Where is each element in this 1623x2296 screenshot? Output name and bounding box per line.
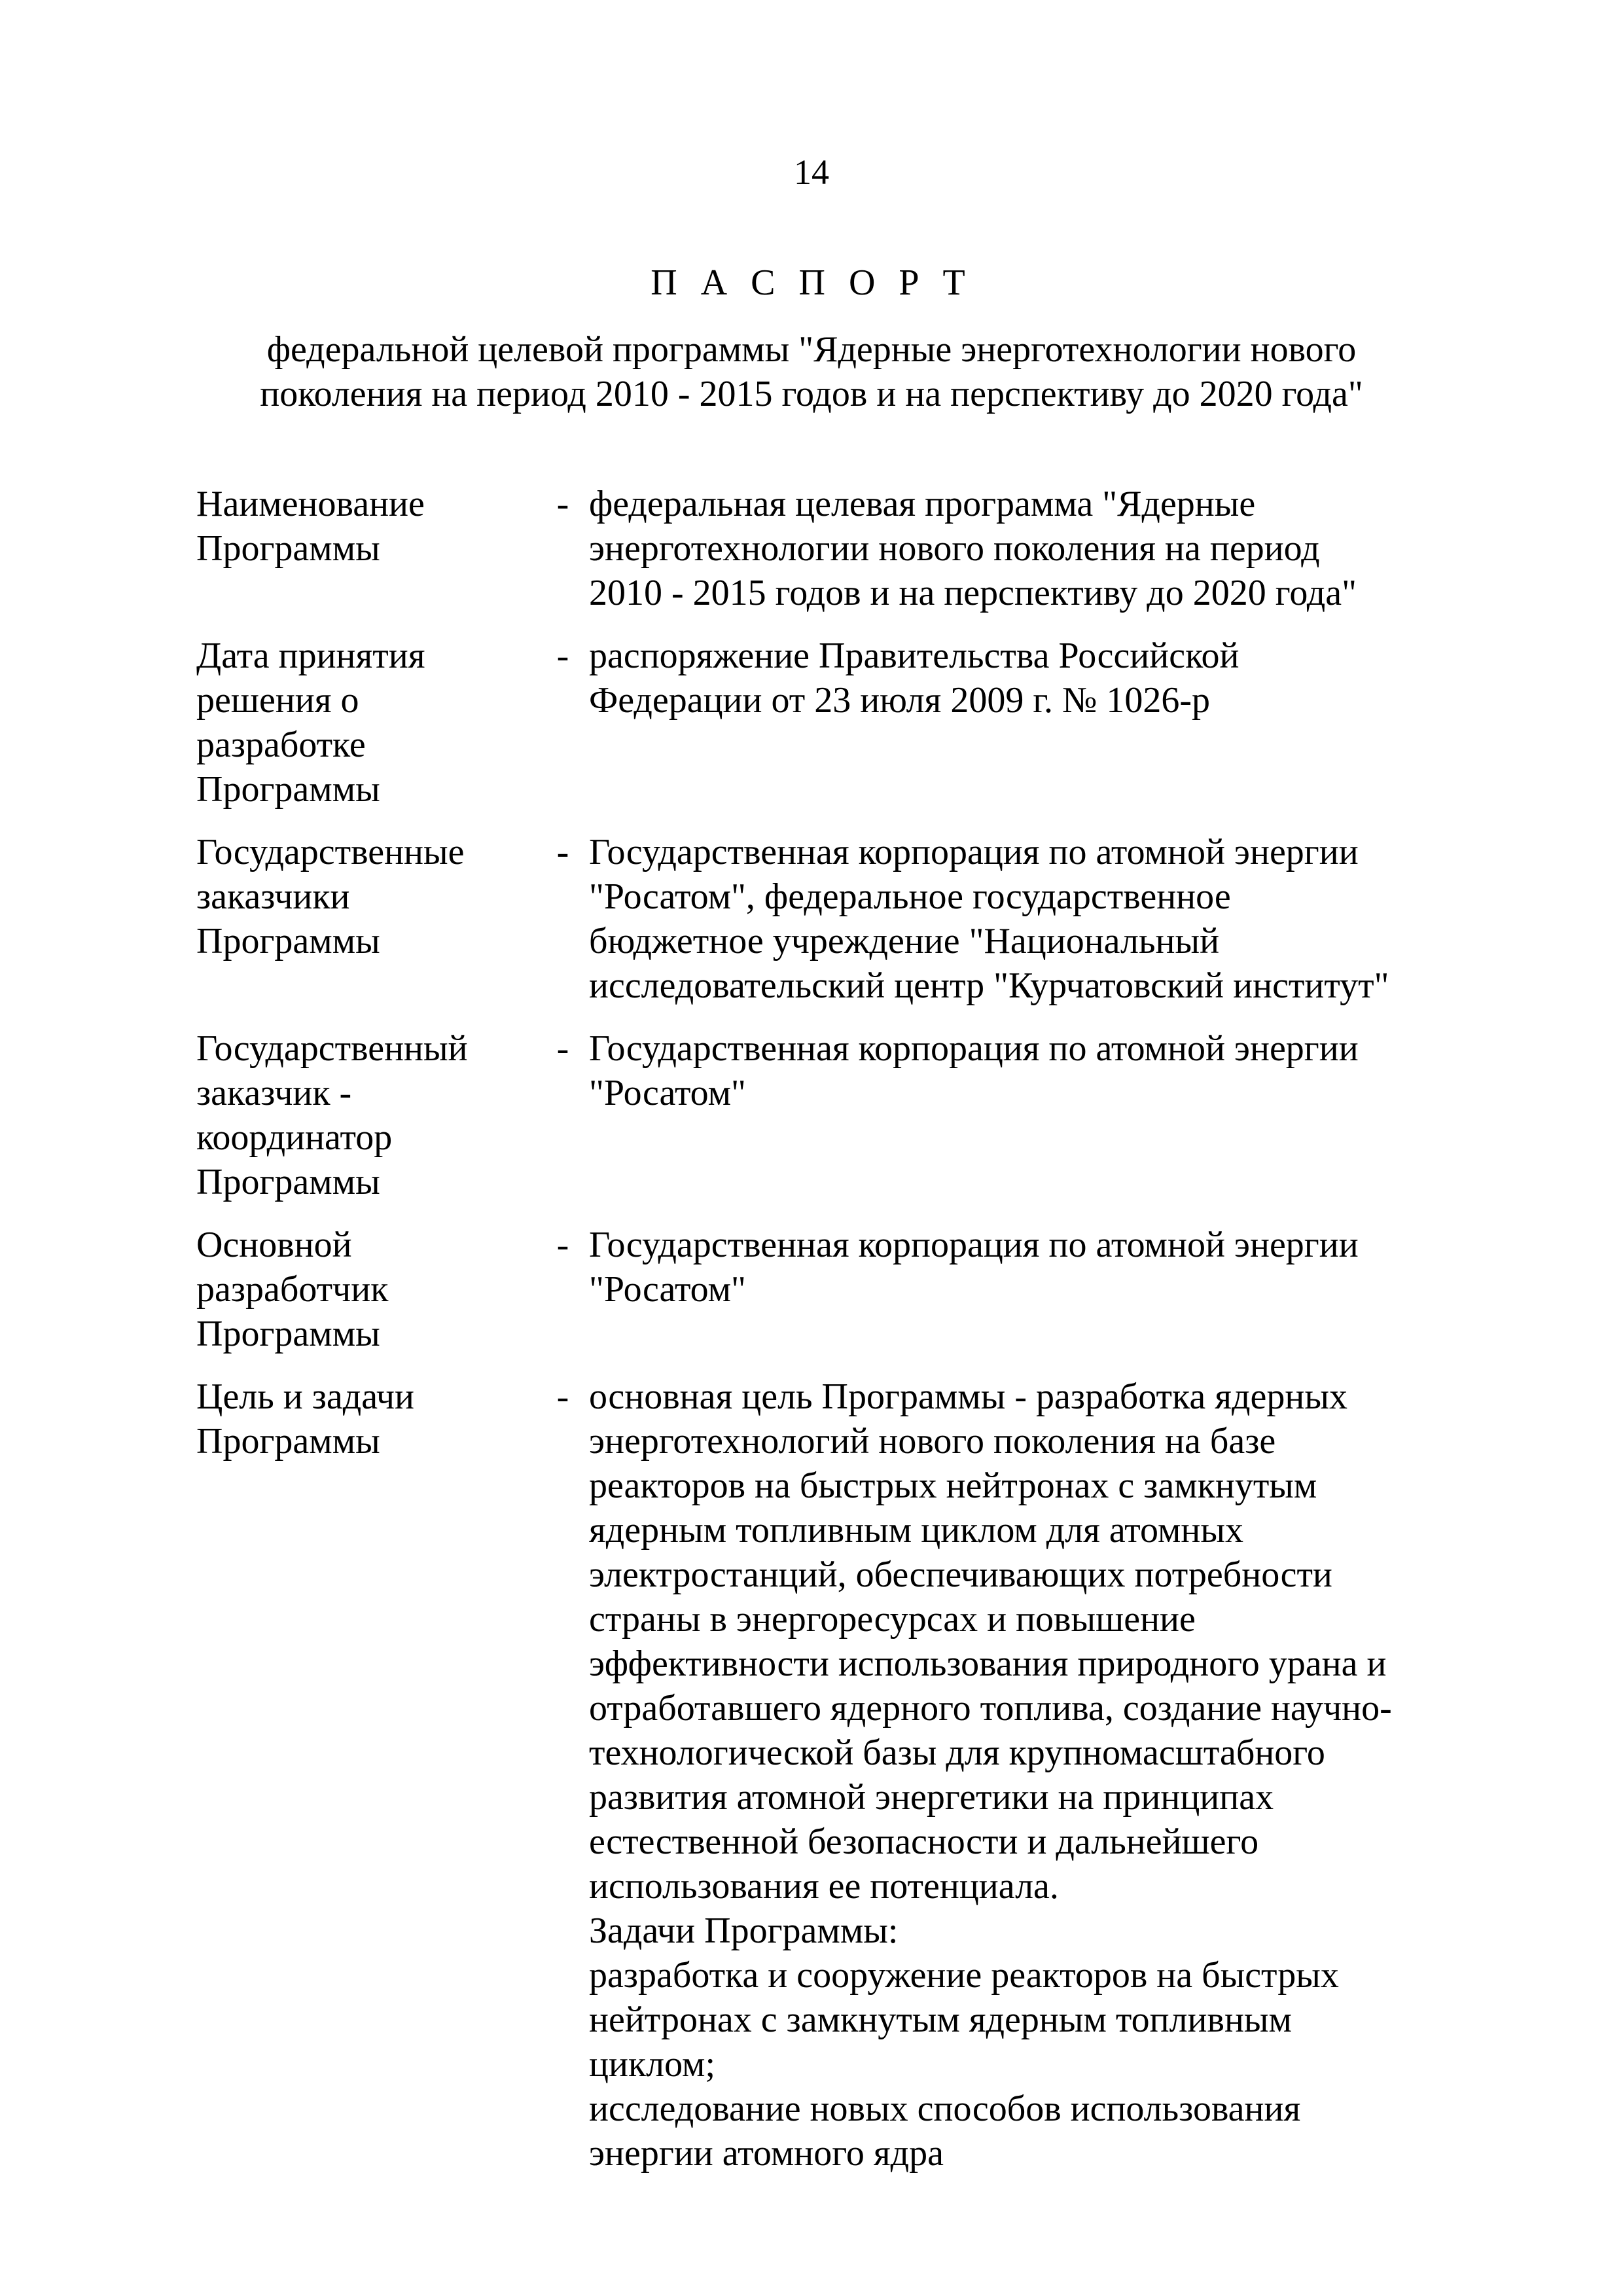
row-value: распоряжение Правительства Российской Федерации от 23 июля 2009 г. № 1026-р bbox=[589, 636, 1240, 721]
row-label: Основной разработчик Программы bbox=[196, 1225, 389, 1354]
row-value: Государственная корпорация по атомной энергии "Росатом" bbox=[589, 1028, 1359, 1113]
row-value: основная цель Программы - разработка ядерных энерготехнологий нового поколения на базе реакторов на быстрых нейтронах с замкнутым ядерным топливным циклом для атомных электростанций, обеспечивающих потребности страны в энергоресурсах и повышение эффективности использования природного урана и отработавшего ядерного топлива, создание научно- технологической базы для крупномасштабного развития атомной энергетики на принципах естественной безопасности и дальнейшего использования ее потенциала. Задачи Программы: разработка и сооружение реакторов на быстрых нейтронах с замкнутым ядерным топливным циклом; исследование новых способов использования энергии атомного ядра bbox=[589, 1376, 1392, 2174]
passport-row-goals bbox=[196, 1374, 1479, 2176]
passport-row-decision-date bbox=[196, 634, 1479, 812]
row-label: Дата принятия решения о разработке Программы bbox=[196, 636, 425, 810]
row-label: Цель и задачи Программы bbox=[196, 1376, 414, 1462]
row-separator: - bbox=[556, 484, 569, 524]
document-title: П А С П О Р Т bbox=[651, 262, 972, 303]
row-separator: - bbox=[556, 1028, 569, 1069]
page-number: 14 bbox=[794, 152, 829, 192]
row-separator: - bbox=[556, 832, 569, 872]
passport-row-coordinator bbox=[196, 1026, 1479, 1204]
row-separator: - bbox=[556, 1376, 569, 1417]
row-value: Государственная корпорация по атомной энергии "Росатом" bbox=[589, 1225, 1359, 1310]
passport-row-name bbox=[196, 482, 1479, 615]
row-label: Государственные заказчики Программы bbox=[196, 832, 465, 961]
row-label: Государственный заказчик - координатор Программы bbox=[196, 1028, 468, 1202]
document-subtitle: федеральной целевой программы "Ядерные энерготехнологии нового поколения на период 2010 - 2015 годов и на перспективу до 2020 года" bbox=[260, 329, 1363, 414]
passport-row-state-customers bbox=[196, 830, 1479, 1008]
passport-row-developer bbox=[196, 1223, 1479, 1356]
passport-table bbox=[196, 482, 1479, 2194]
row-separator: - bbox=[556, 1225, 569, 1265]
row-separator: - bbox=[556, 636, 569, 676]
row-label: Наименование Программы bbox=[196, 484, 425, 569]
row-value: федеральная целевая программа "Ядерные энерготехнологии нового поколения на период 2010 - 2015 годов и на перспективу до 2020 года" bbox=[589, 484, 1357, 613]
row-value: Государственная корпорация по атомной энергии "Росатом", федеральное государственное бюджетное учреждение "Национальный исследовательский центр "Курчатовский институт" bbox=[589, 832, 1389, 1006]
